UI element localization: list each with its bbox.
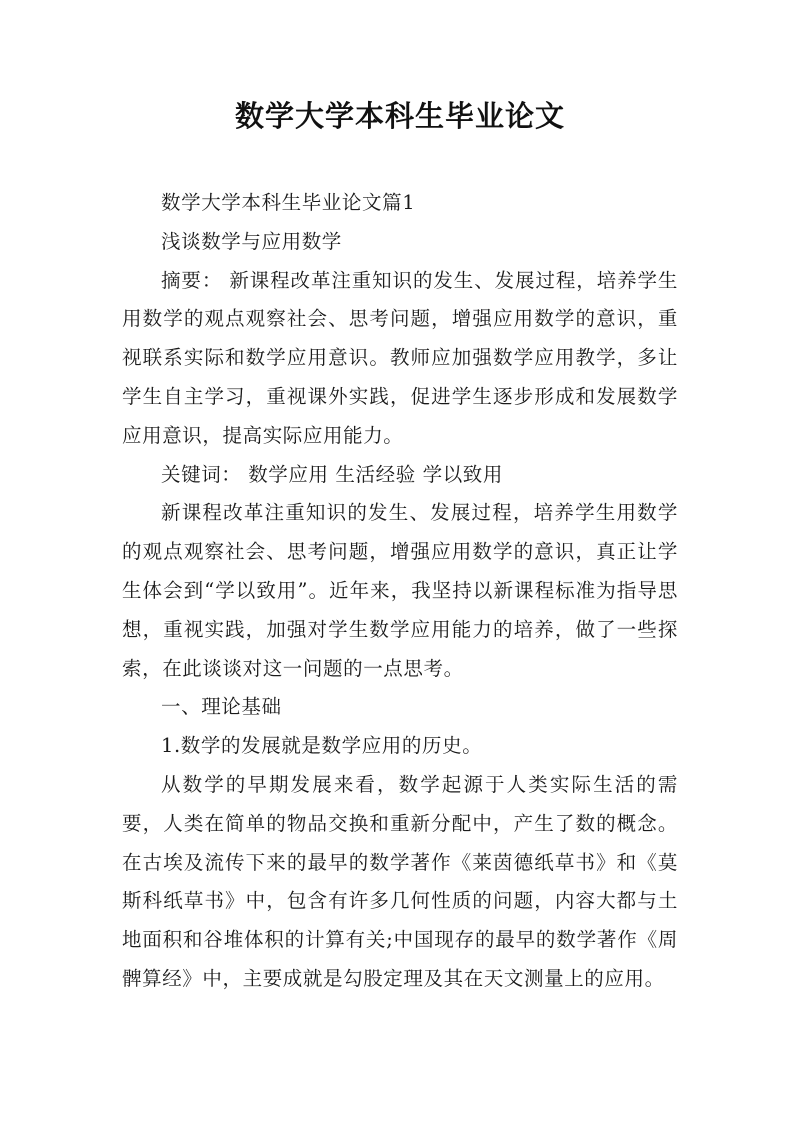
paragraph-introduction: 新课程改革注重知识的发生、发展过程，培养学生用数学的观点观察社会、思考问题，增强应用数学的意识，真正让学生体会到“学以致用”。近年来，我坚持以新课程标准为指导思想，重视实践，加强对学生数学应用能力的培养，做了一些探索，在此谈谈对这一问题的一点思考。 — [122, 501, 678, 680]
paragraph-article-heading: 数学大学本科生毕业论文篇1 — [161, 191, 416, 214]
document-body — [122, 184, 678, 999]
subsection-heading: 1.数学的发展就是数学应用的历史。 — [161, 734, 483, 758]
paragraph-subtitle: 浅谈数学与应用数学 — [161, 229, 342, 253]
document-title: 数学大学本科生毕业论文 — [234, 99, 565, 133]
section-heading: 一、理论基础 — [161, 695, 282, 719]
paragraph-history: 从数学的早期发展来看，数学起源于人类实际生活的需要，人类在简单的物品交换和重新分配中，产生了数的概念。在古埃及流传下来的最早的数学著作《莱茵德纸草书》和《莫斯科纸草书》中，包含有许多几何性质的问题，内容大都与土地面积和谷堆体积的计算有关;中国现存的最早的数学著作《周髀算经》中，主要成就是勾股定理及其在天文测量上的应用。 — [122, 772, 678, 990]
paragraph-keywords: 关键词： 数学应用 生活经验 学以致用 — [161, 462, 503, 486]
paragraph-abstract: 摘要： 新课程改革注重知识的发生、发展过程，培养学生用数学的观点观察社会、思考问题，增强应用数学的意识，重视联系实际和数学应用意识。教师应加强数学应用教学，多让学生自主学习，重视课外实践，促进学生逐步形成和发展数学应用意识，提高实际应用能力。 — [122, 268, 678, 447]
